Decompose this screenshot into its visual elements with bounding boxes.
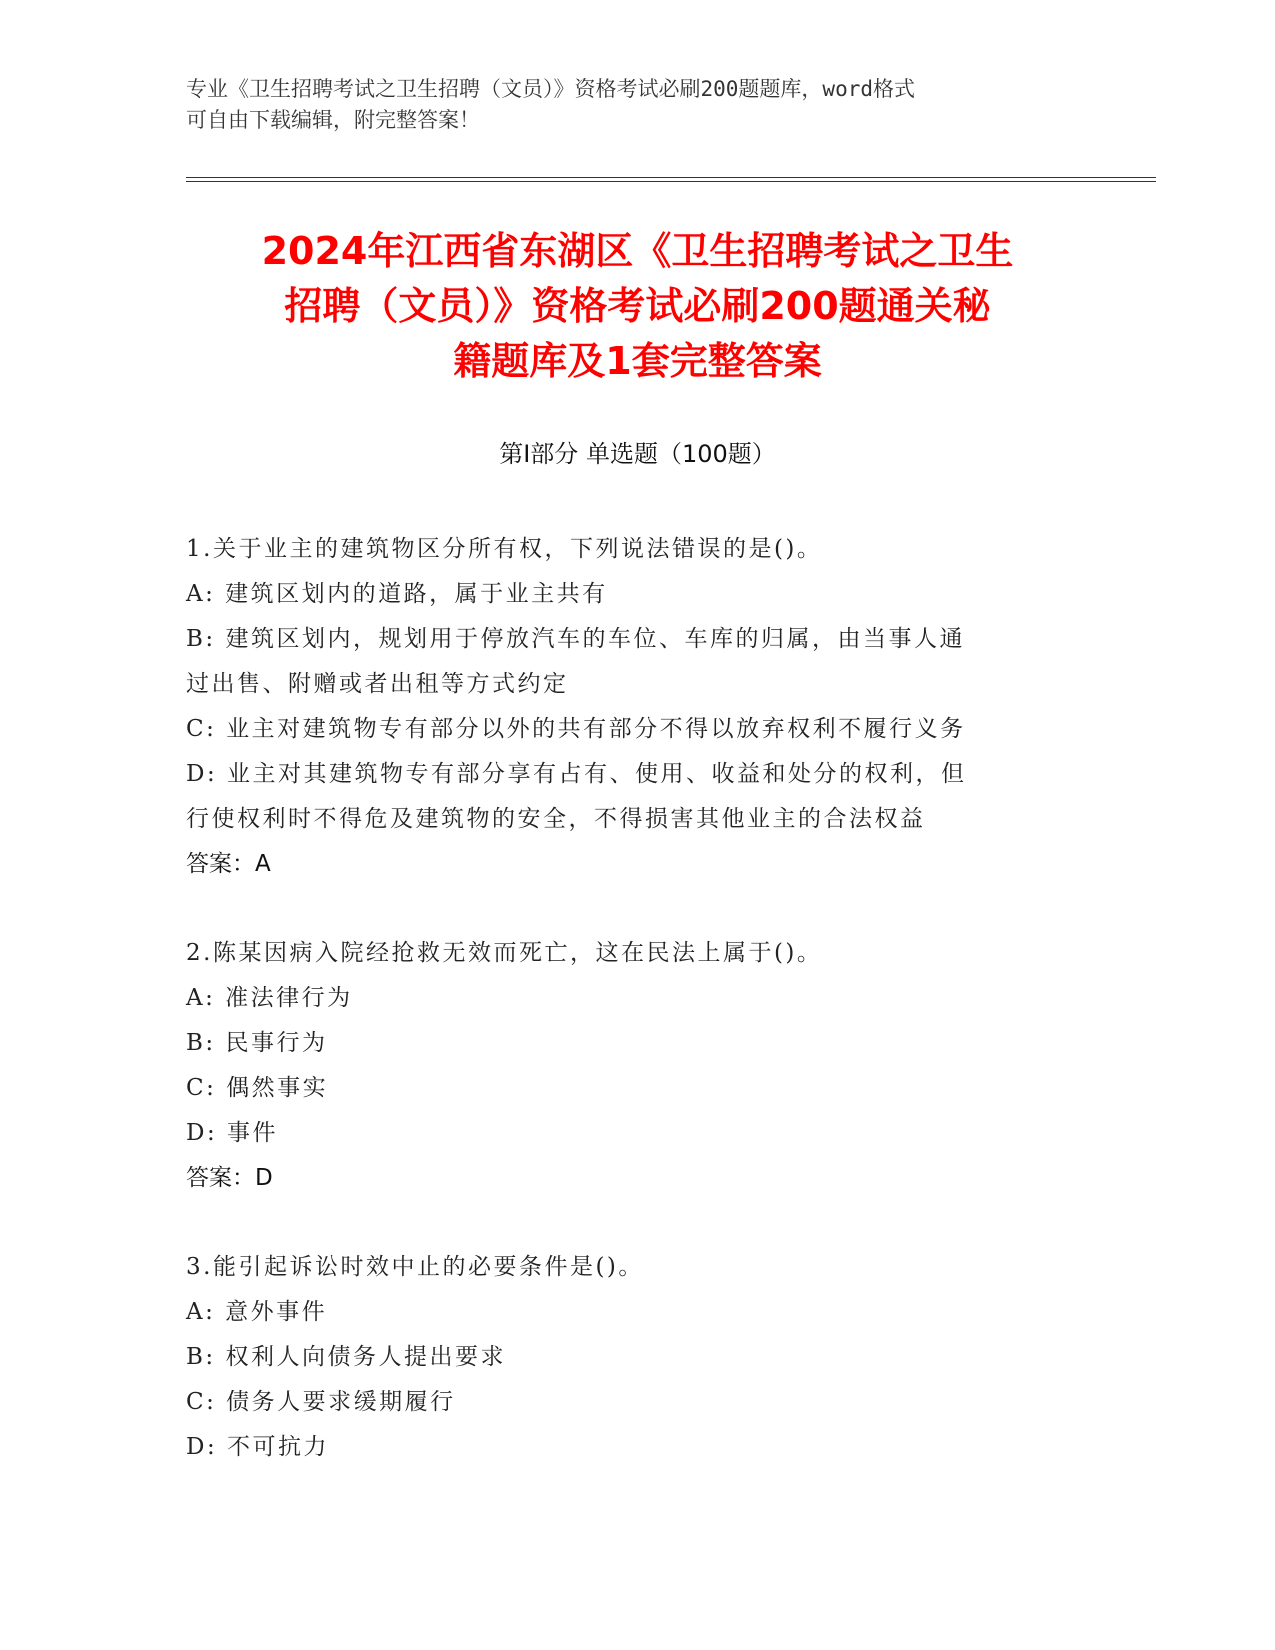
option-b-continued: 过出售、附赠或者出租等方式约定	[186, 671, 569, 697]
option-c: C: 业主对建筑物专有部分以外的共有部分不得以放弃权利不履行义务	[186, 716, 966, 742]
option-a: A: 准法律行为	[186, 985, 353, 1011]
header-note-line-2: 可自由下载编辑，附完整答案！	[186, 108, 480, 132]
question-3	[186, 1245, 1086, 1470]
document-title-line-3: 籍题库及1套完整答案	[453, 339, 822, 383]
document-title-line-2: 招聘（文员）》资格考试必刷200题通关秘	[284, 284, 991, 328]
option-b: B: 建筑区划内，规划用于停放汽车的车位、车库的归属，由当事人通	[186, 626, 965, 652]
answer: 答案：A	[186, 851, 271, 877]
question-2	[186, 931, 1086, 1201]
option-b: B: 民事行为	[186, 1030, 328, 1056]
question-stem: 2.陈某因病入院经抢救无效而死亡，这在民法上属于()。	[186, 940, 823, 966]
question-1	[186, 527, 1086, 887]
option-d-continued: 行使权利时不得危及建筑物的安全，不得损害其他业主的合法权益	[186, 806, 926, 832]
section-title: 第Ⅰ部分 单选题（100题）	[499, 440, 776, 468]
option-c: C: 偶然事实	[186, 1075, 329, 1101]
option-a: A: 建筑区划内的道路，属于业主共有	[186, 581, 608, 607]
header-note	[186, 74, 1066, 136]
header-note-line-1: 专业《卫生招聘考试之卫生招聘（文员）》资格考试必刷200题题库，word格式	[186, 77, 915, 101]
document-title	[150, 224, 1125, 389]
option-d: D: 不可抗力	[186, 1434, 330, 1460]
option-d: D: 事件	[186, 1120, 279, 1146]
question-stem: 3.能引起诉讼时效中止的必要条件是()。	[186, 1254, 644, 1280]
question-list	[186, 527, 1086, 1514]
option-c: C: 债务人要求缓期履行	[186, 1389, 456, 1415]
document-title-line-1: 2024年江西省东湖区《卫生招聘考试之卫生	[261, 229, 1014, 273]
answer: 答案：D	[186, 1165, 273, 1191]
option-b: B: 权利人向债务人提出要求	[186, 1344, 506, 1370]
option-a: A: 意外事件	[186, 1299, 328, 1325]
question-stem: 1.关于业主的建筑物区分所有权，下列说法错误的是()。	[186, 536, 823, 562]
option-d: D: 业主对其建筑物专有部分享有占有、使用、收益和处分的权利，但	[186, 761, 967, 787]
header-divider	[186, 177, 1156, 182]
